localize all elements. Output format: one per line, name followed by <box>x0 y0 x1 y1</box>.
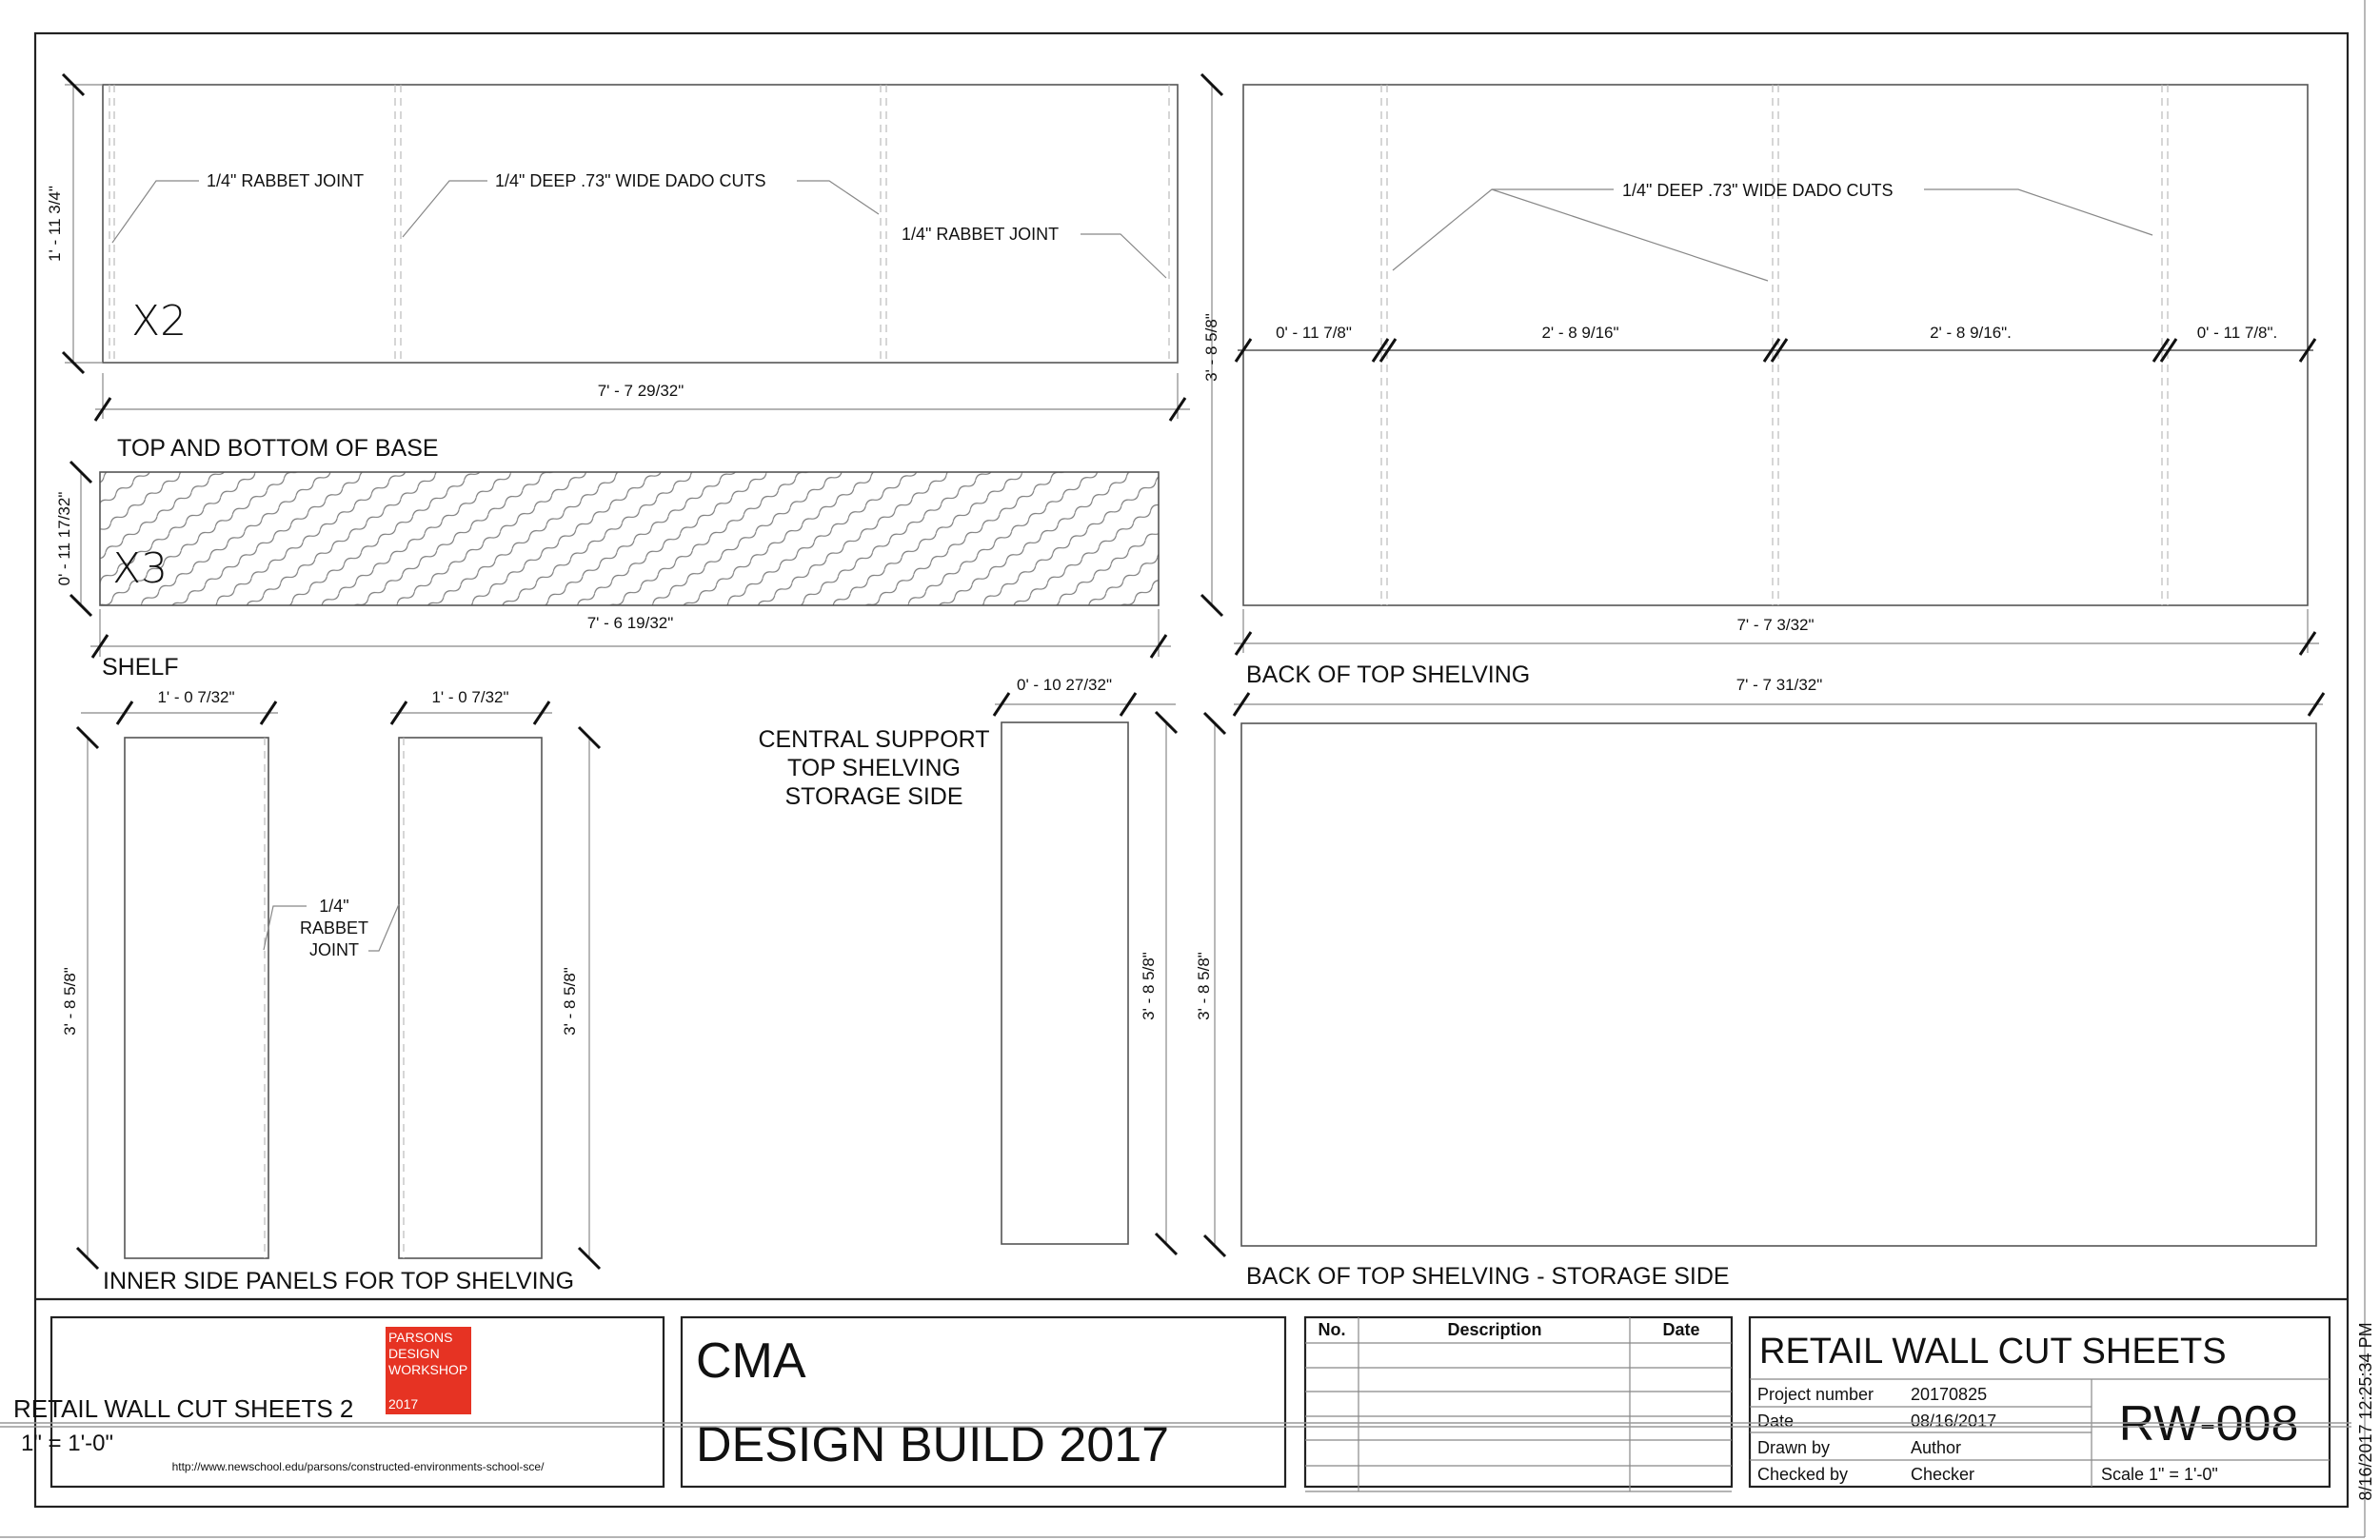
field-value: 08/16/2017 <box>1911 1412 1997 1431</box>
height-dimension: 1' - 11 3/4" <box>46 186 64 262</box>
column-header-description: Description <box>1447 1320 1542 1339</box>
callout-text: RABBET <box>299 918 369 938</box>
dado-lines <box>109 85 1169 363</box>
view-label: BACK OF TOP SHELVING - STORAGE SIDE <box>1246 1263 1730 1290</box>
plot-timestamp: 8/16/2017 12:25:34 PM <box>2356 1322 2375 1501</box>
view-label-line: TOP SHELVING <box>786 755 962 781</box>
width-dimension: 7' - 6 19/32" <box>586 614 674 632</box>
view-label-line: CENTRAL SUPPORT <box>758 726 990 753</box>
sheet-scale: Scale 1" = 1'-0" <box>2101 1465 2218 1484</box>
quantity-mark: X3 <box>112 544 169 593</box>
panel-left-outline <box>125 738 268 1258</box>
callout-text: 1/4" DEEP .73" WIDE DADO CUTS <box>495 171 766 190</box>
callout-text: JOINT <box>309 940 359 959</box>
url-link[interactable]: http://www.newschool.edu/parsons/constructed-environments-school-sce/ <box>171 1460 545 1473</box>
callout-rabbet <box>264 897 399 959</box>
column-header-date: Date <box>1662 1320 1700 1339</box>
height-dimension: 3' - 8 5/8" <box>1140 952 1158 1020</box>
callout-text: 1/4" <box>319 897 349 916</box>
panel-outline <box>103 85 1178 363</box>
width-dimension: 7' - 7 31/32" <box>1735 676 1823 694</box>
sheet-number: RW-008 <box>2118 1396 2299 1451</box>
parsons-logo <box>386 1327 471 1414</box>
view-label: INNER SIDE PANELS FOR TOP SHELVING <box>103 1268 575 1294</box>
drawing-central-support <box>758 676 1176 1244</box>
segment-dimension: 0' - 11 7/8". <box>2196 324 2278 342</box>
view-label: TOP AND BOTTOM OF BASE <box>117 435 439 462</box>
sheet-title: RETAIL WALL CUT SHEETS <box>1759 1332 2227 1372</box>
field-value: 20170825 <box>1911 1385 1988 1404</box>
revision-table <box>1305 1317 1732 1491</box>
shelf-outline-hatched <box>100 472 1159 605</box>
segment-dimension: 0' - 11 7/8" <box>1276 324 1352 342</box>
drawing-top-bottom-base <box>46 85 1190 462</box>
field-label: Drawn by <box>1757 1438 1831 1457</box>
drawing-back-top-shelving <box>1202 85 2319 688</box>
panel-outline <box>1002 722 1128 1244</box>
field-label: Date <box>1757 1412 1795 1431</box>
width-dimension: 7' - 7 3/32" <box>1736 616 1815 634</box>
segment-dimension: 2' - 8 9/16". <box>1930 324 2012 342</box>
panel-outline <box>1241 723 2316 1246</box>
field-value: Checker <box>1911 1465 1975 1484</box>
field-label: Project number <box>1757 1385 1874 1404</box>
width-dimension-right: 1' - 0 7/32" <box>431 688 509 706</box>
field-label: Checked by <box>1757 1465 1849 1484</box>
view-label: BACK OF TOP SHELVING <box>1246 661 1531 688</box>
width-dimension: 7' - 7 29/32" <box>597 382 684 400</box>
project-subtitle: DESIGN BUILD 2017 <box>696 1417 1170 1472</box>
column-header-no: No. <box>1318 1320 1346 1339</box>
sheet-info <box>1750 1317 2330 1487</box>
callout-text: 1/4" RABBET JOINT <box>207 171 365 190</box>
height-dimension-right: 3' - 8 5/8" <box>561 967 579 1036</box>
panel-right-outline <box>399 738 542 1258</box>
width-dimension: 0' - 10 27/32" <box>1016 676 1113 694</box>
drawing-back-top-storage <box>1195 676 2323 1290</box>
logo-text: PARSONS <box>388 1330 453 1345</box>
view-title-overlay: RETAIL WALL CUT SHEETS 2 <box>13 1394 354 1423</box>
logo-text: WORKSHOP <box>388 1362 468 1377</box>
title-block <box>0 1317 2375 1501</box>
callout-dado <box>403 171 879 237</box>
drawing-inner-side-panels <box>61 688 589 1294</box>
segment-dimension: 2' - 8 9/16" <box>1541 324 1619 342</box>
height-dimension: 3' - 8 5/8" <box>1202 313 1220 382</box>
width-dimension-left: 1' - 0 7/32" <box>157 688 235 706</box>
logo-text: 2017 <box>388 1396 419 1412</box>
height-dimension: 0' - 11 17/32" <box>55 491 73 586</box>
quantity-mark: X2 <box>131 297 188 346</box>
height-dimension: 3' - 8 5/8" <box>1195 952 1213 1020</box>
project-name: CMA <box>696 1333 806 1389</box>
dimension-ticks <box>63 74 2324 1269</box>
callout-rabbet-left <box>112 171 364 243</box>
logo-text: DESIGN <box>388 1346 440 1361</box>
view-label: SHELF <box>102 654 179 681</box>
view-scale-overlay: 1" = 1'-0" <box>21 1431 114 1456</box>
callout-text: 1/4" RABBET JOINT <box>902 225 1060 244</box>
callout-text: 1/4" DEEP .73" WIDE DADO CUTS <box>1622 181 1894 200</box>
callout-rabbet-right <box>902 225 1166 278</box>
field-value: Author <box>1911 1438 1962 1457</box>
drawing-shelf <box>55 472 1171 681</box>
callout-dado <box>1393 181 2152 281</box>
height-dimension-left: 3' - 8 5/8" <box>61 967 79 1036</box>
view-label-line: STORAGE SIDE <box>784 783 963 810</box>
